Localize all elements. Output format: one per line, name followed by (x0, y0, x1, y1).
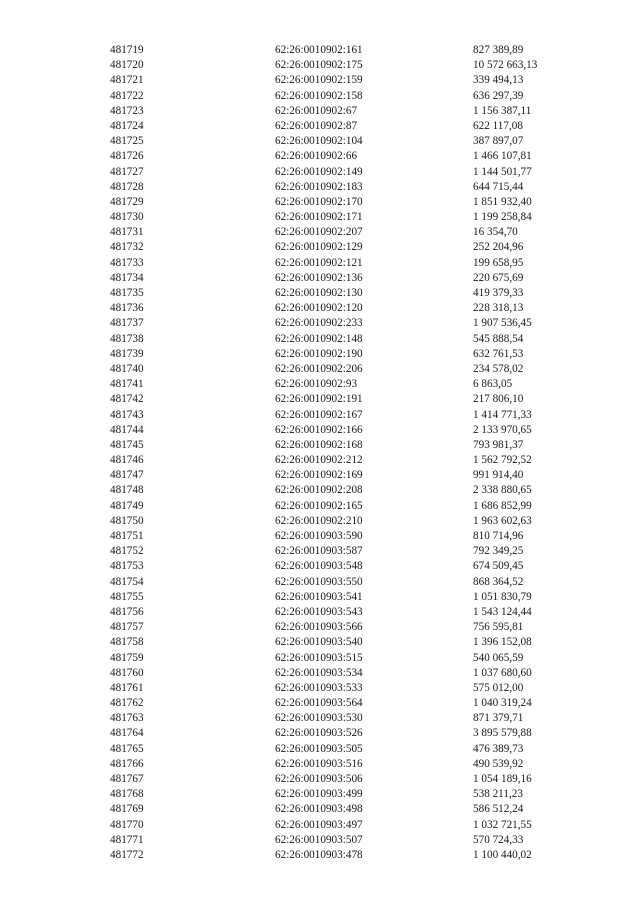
table-row (0, 195, 640, 210)
cadastral-number-cell: 62:26:0010902:167 (275, 408, 363, 421)
table-row (0, 681, 640, 696)
row-number-cell: 481770 (110, 818, 144, 831)
row-number-cell: 481752 (110, 545, 144, 558)
cadastral-number-cell: 62:26:0010903:587 (275, 545, 363, 558)
cadastral-value-cell: 1 144 501,77 (473, 165, 532, 178)
table-row (0, 347, 640, 362)
table-row (0, 119, 640, 134)
cadastral-value-cell: 1 414 771,33 (473, 408, 532, 421)
cadastral-value-cell: 792 349,25 (473, 545, 524, 558)
row-number-cell: 481741 (110, 378, 144, 391)
cadastral-value-cell: 1 051 830,79 (473, 590, 532, 603)
table-row (0, 301, 640, 316)
cadastral-number-cell: 62:26:0010902:67 (275, 104, 358, 117)
row-number-cell: 481748 (110, 484, 144, 497)
row-number-cell: 481721 (110, 74, 144, 87)
row-number-cell: 481758 (110, 636, 144, 649)
cadastral-number-cell: 62:26:0010903:515 (275, 651, 363, 664)
row-number-cell: 481764 (110, 727, 144, 740)
cadastral-value-cell: 674 509,45 (473, 560, 524, 573)
cadastral-value-cell: 10 572 663,13 (473, 59, 538, 72)
row-number-cell: 481722 (110, 89, 144, 102)
cadastral-value-cell: 636 297,39 (473, 89, 524, 102)
table-row (0, 377, 640, 392)
cadastral-number-cell: 62:26:0010902:121 (275, 256, 363, 269)
table-row (0, 635, 640, 650)
table-row (0, 833, 640, 848)
cadastral-value-cell: 252 204,96 (473, 241, 524, 254)
cadastral-number-cell: 62:26:0010903:497 (275, 818, 363, 831)
table-row (0, 605, 640, 620)
cadastral-number-cell: 62:26:0010903:533 (275, 681, 363, 694)
row-number-cell: 481757 (110, 621, 144, 634)
cadastral-value-cell: 756 595,81 (473, 621, 524, 634)
cadastral-value-cell: 1 032 721,55 (473, 818, 532, 831)
row-number-cell: 481768 (110, 788, 144, 801)
cadastral-number-cell: 62:26:0010902:93 (275, 378, 358, 391)
row-number-cell: 481761 (110, 681, 144, 694)
cadastral-number-cell: 62:26:0010902:190 (275, 347, 363, 360)
cadastral-number-cell: 62:26:0010902:136 (275, 271, 363, 284)
cadastral-number-cell: 62:26:0010902:87 (275, 119, 358, 132)
table-row (0, 818, 640, 833)
row-number-cell: 481759 (110, 651, 144, 664)
table-row (0, 499, 640, 514)
cadastral-value-cell: 1 054 189,16 (473, 773, 532, 785)
cadastral-number-cell: 62:26:0010902:161 (275, 44, 363, 56)
table-row (0, 529, 640, 544)
cadastral-number-cell: 62:26:0010903:526 (275, 727, 363, 740)
table-row (0, 43, 640, 58)
table-row (0, 787, 640, 802)
table-row (0, 742, 640, 757)
cadastral-value-cell: 540 065,59 (473, 651, 524, 664)
table-row (0, 408, 640, 423)
table-row (0, 772, 640, 787)
row-number-cell: 481720 (110, 59, 144, 72)
row-number-cell: 481724 (110, 119, 144, 132)
cadastral-value-cell: 1 963 602,63 (473, 514, 532, 527)
cadastral-number-cell: 62:26:0010903:543 (275, 605, 363, 618)
cadastral-number-cell: 62:26:0010902:149 (275, 165, 363, 178)
cadastral-number-cell: 62:26:0010902:208 (275, 484, 363, 497)
cadastral-value-cell: 1 199 258,84 (473, 211, 532, 224)
cadastral-number-cell: 62:26:0010902:165 (275, 499, 363, 512)
table-row (0, 165, 640, 180)
table-row (0, 58, 640, 73)
row-number-cell: 481763 (110, 712, 144, 725)
cadastral-number-cell: 62:26:0010903:548 (275, 560, 363, 573)
cadastral-number-cell: 62:26:0010902:104 (275, 135, 363, 148)
cadastral-number-cell: 62:26:0010903:590 (275, 530, 363, 542)
cadastral-number-cell: 62:26:0010903:534 (275, 666, 363, 679)
table-row (0, 392, 640, 407)
cadastral-value-cell: 586 512,24 (473, 803, 524, 816)
cadastral-value-cell: 827 389,89 (473, 44, 524, 56)
table-row (0, 180, 640, 195)
cadastral-number-cell: 62:26:0010902:129 (275, 241, 363, 254)
row-number-cell: 481735 (110, 287, 144, 299)
cadastral-value-cell: 220 675,69 (473, 271, 524, 284)
cadastral-value-cell: 1 037 680,60 (473, 666, 532, 679)
table-row (0, 332, 640, 347)
cadastral-value-cell: 228 318,13 (473, 302, 524, 315)
row-number-cell: 481750 (110, 514, 144, 527)
cadastral-value-cell: 1 851 932,40 (473, 195, 532, 208)
cadastral-number-cell: 62:26:0010902:212 (275, 454, 363, 467)
cadastral-value-cell: 419 379,33 (473, 287, 524, 299)
cadastral-number-cell: 62:26:0010903:505 (275, 742, 363, 755)
row-number-cell: 481754 (110, 575, 144, 588)
row-number-cell: 481755 (110, 590, 144, 603)
cadastral-number-cell: 62:26:0010902:183 (275, 180, 363, 193)
cadastral-value-cell: 1 686 852,99 (473, 499, 532, 512)
table-row (0, 514, 640, 529)
cadastral-number-cell: 62:26:0010902:170 (275, 195, 363, 208)
row-number-cell: 481726 (110, 150, 144, 163)
cadastral-number-cell: 62:26:0010903:516 (275, 757, 363, 770)
cadastral-value-cell: 632 761,53 (473, 347, 524, 360)
row-number-cell: 481762 (110, 697, 144, 710)
cadastral-value-cell: 234 578,02 (473, 362, 524, 375)
table-row (0, 149, 640, 164)
cadastral-number-cell: 62:26:0010902:130 (275, 287, 363, 299)
cadastral-value-cell: 387 897,07 (473, 135, 524, 148)
table-row (0, 286, 640, 301)
cadastral-number-cell: 62:26:0010902:171 (275, 211, 363, 224)
cadastral-number-cell: 62:26:0010902:233 (275, 317, 363, 330)
cadastral-number-cell: 62:26:0010902:191 (275, 393, 363, 406)
cadastral-value-cell: 1 396 152,08 (473, 636, 532, 649)
table-row (0, 438, 640, 453)
cadastral-number-cell: 62:26:0010902:66 (275, 150, 358, 163)
row-number-cell: 481771 (110, 833, 144, 846)
cadastral-value-cell: 3 895 579,88 (473, 727, 532, 740)
cadastral-value-cell: 570 724,33 (473, 833, 524, 846)
row-number-cell: 481730 (110, 211, 144, 224)
cadastral-value-cell: 1 040 319,24 (473, 697, 532, 710)
table-row (0, 651, 640, 666)
table-row (0, 802, 640, 817)
cadastral-value-cell: 868 364,52 (473, 575, 524, 588)
table-row (0, 240, 640, 255)
cadastral-number-cell: 62:26:0010903:478 (275, 848, 363, 861)
table-row (0, 666, 640, 681)
table-row (0, 423, 640, 438)
row-number-cell: 481766 (110, 757, 144, 770)
table-row (0, 483, 640, 498)
cadastral-number-cell: 62:26:0010902:120 (275, 302, 363, 315)
cadastral-value-cell: 490 539,92 (473, 757, 524, 770)
cadastral-number-cell: 62:26:0010902:206 (275, 362, 363, 375)
cadastral-value-cell: 793 981,37 (473, 438, 524, 451)
table-row (0, 590, 640, 605)
row-number-cell: 481731 (110, 226, 144, 239)
row-number-cell: 481744 (110, 423, 144, 436)
cadastral-number-cell: 62:26:0010902:168 (275, 438, 363, 451)
table-row (0, 316, 640, 331)
row-number-cell: 481728 (110, 180, 144, 193)
row-number-cell: 481772 (110, 848, 144, 861)
table-row (0, 559, 640, 574)
row-number-cell: 481719 (110, 44, 144, 56)
cadastral-value-cell: 1 100 440,02 (473, 848, 532, 861)
cadastral-value-cell: 2 133 970,65 (473, 423, 532, 436)
cadastral-number-cell: 62:26:0010902:207 (275, 226, 363, 239)
table-row (0, 468, 640, 483)
cadastral-number-cell: 62:26:0010903:498 (275, 803, 363, 816)
cadastral-number-cell: 62:26:0010903:566 (275, 621, 363, 634)
table-row (0, 544, 640, 559)
table-row (0, 711, 640, 726)
row-number-cell: 481749 (110, 499, 144, 512)
row-number-cell: 481767 (110, 773, 144, 785)
table-row (0, 256, 640, 271)
cadastral-number-cell: 62:26:0010903:506 (275, 773, 363, 785)
cadastral-value-cell: 622 117,08 (473, 119, 523, 132)
cadastral-number-cell: 62:26:0010903:540 (275, 636, 363, 649)
row-number-cell: 481751 (110, 530, 144, 542)
table-row (0, 134, 640, 149)
table-row (0, 696, 640, 711)
row-number-cell: 481769 (110, 803, 144, 816)
cadastral-value-table (0, 43, 640, 863)
cadastral-value-cell: 1 156 387,11 (473, 104, 532, 117)
cadastral-number-cell: 62:26:0010903:530 (275, 712, 363, 725)
cadastral-value-cell: 1 562 792,52 (473, 454, 532, 467)
cadastral-value-cell: 545 888,54 (473, 332, 524, 345)
cadastral-number-cell: 62:26:0010903:564 (275, 697, 363, 710)
table-row (0, 104, 640, 119)
cadastral-value-cell: 991 914,40 (473, 469, 524, 482)
cadastral-number-cell: 62:26:0010903:499 (275, 788, 363, 801)
table-row (0, 726, 640, 741)
row-number-cell: 481747 (110, 469, 144, 482)
cadastral-value-cell: 476 389,73 (473, 742, 524, 755)
table-row (0, 575, 640, 590)
table-row (0, 210, 640, 225)
row-number-cell: 481732 (110, 241, 144, 254)
row-number-cell: 481765 (110, 742, 144, 755)
cadastral-value-cell: 575 012,00 (473, 681, 524, 694)
cadastral-value-cell: 1 543 124,44 (473, 605, 532, 618)
row-number-cell: 481746 (110, 454, 144, 467)
cadastral-number-cell: 62:26:0010903:541 (275, 590, 363, 603)
row-number-cell: 481737 (110, 317, 144, 330)
cadastral-number-cell: 62:26:0010902:210 (275, 514, 363, 527)
cadastral-value-cell: 199 658,95 (473, 256, 524, 269)
table-row (0, 271, 640, 286)
cadastral-value-cell: 2 338 880,65 (473, 484, 532, 497)
table-row (0, 362, 640, 377)
row-number-cell: 481745 (110, 438, 144, 451)
cadastral-value-cell: 339 494,13 (473, 74, 524, 87)
row-number-cell: 481740 (110, 362, 144, 375)
cadastral-value-cell: 1 907 536,45 (473, 317, 532, 330)
cadastral-value-cell: 217 806,10 (473, 393, 524, 406)
row-number-cell: 481729 (110, 195, 144, 208)
table-row (0, 757, 640, 772)
row-number-cell: 481756 (110, 605, 144, 618)
cadastral-number-cell: 62:26:0010902:169 (275, 469, 363, 482)
cadastral-number-cell: 62:26:0010903:507 (275, 833, 363, 846)
row-number-cell: 481725 (110, 135, 144, 148)
cadastral-number-cell: 62:26:0010902:175 (275, 59, 363, 72)
row-number-cell: 481727 (110, 165, 144, 178)
row-number-cell: 481739 (110, 347, 144, 360)
cadastral-value-cell: 644 715,44 (473, 180, 524, 193)
cadastral-value-cell: 6 863,05 (473, 378, 513, 391)
table-row (0, 225, 640, 240)
cadastral-number-cell: 62:26:0010903:550 (275, 575, 363, 588)
cadastral-value-cell: 16 354,70 (473, 226, 518, 239)
cadastral-value-cell: 871 379,71 (473, 712, 524, 725)
table-row (0, 620, 640, 635)
row-number-cell: 481743 (110, 408, 144, 421)
cadastral-value-cell: 810 714,96 (473, 530, 524, 542)
table-row (0, 73, 640, 88)
table-row (0, 848, 640, 863)
table-row (0, 89, 640, 104)
cadastral-number-cell: 62:26:0010902:148 (275, 332, 363, 345)
row-number-cell: 481738 (110, 332, 144, 345)
cadastral-number-cell: 62:26:0010902:158 (275, 89, 363, 102)
cadastral-number-cell: 62:26:0010902:159 (275, 74, 363, 87)
table-row (0, 453, 640, 468)
row-number-cell: 481742 (110, 393, 144, 406)
row-number-cell: 481760 (110, 666, 144, 679)
row-number-cell: 481736 (110, 302, 144, 315)
cadastral-value-cell: 1 466 107,81 (473, 150, 532, 163)
row-number-cell: 481723 (110, 104, 144, 117)
cadastral-value-cell: 538 211,23 (473, 788, 523, 801)
row-number-cell: 481733 (110, 256, 144, 269)
row-number-cell: 481734 (110, 271, 144, 284)
cadastral-number-cell: 62:26:0010902:166 (275, 423, 363, 436)
row-number-cell: 481753 (110, 560, 144, 573)
